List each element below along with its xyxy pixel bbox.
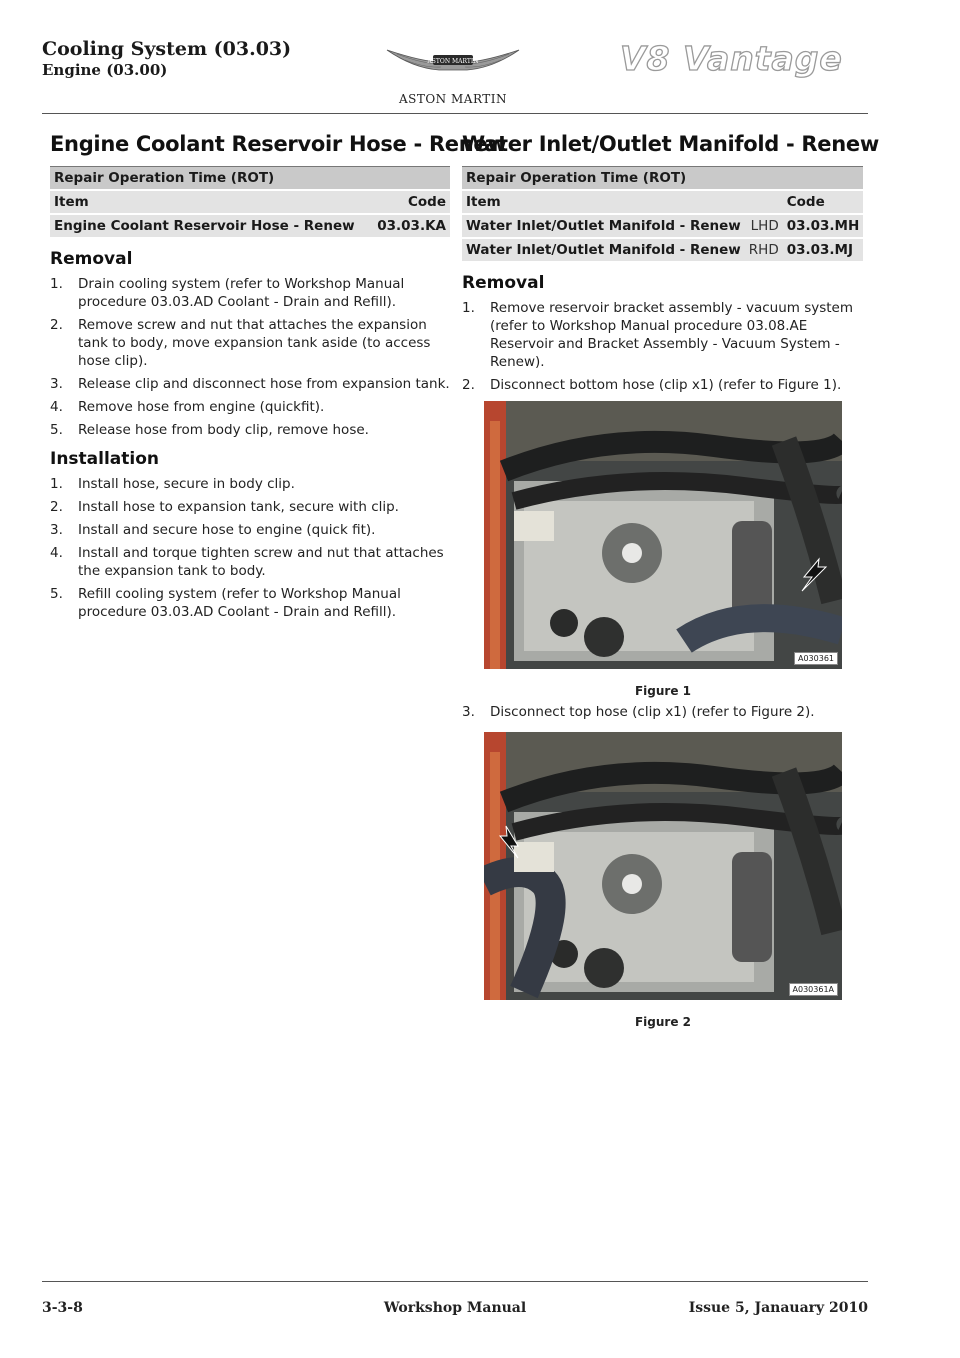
manual-title: Workshop Manual: [383, 1300, 527, 1316]
step-number: 1.: [50, 476, 63, 492]
step-3: [462, 703, 862, 726]
figure-2-photo: [484, 732, 842, 1000]
step-text: Disconnect bottom hose (clip x1) (refer to Figure 1).: [490, 377, 842, 393]
removal-steps: [50, 275, 450, 439]
rot-code: 03.03.MH: [783, 214, 864, 238]
page-number: 3-3-8: [42, 1300, 83, 1316]
rot-title: Repair Operation Time (ROT): [50, 167, 450, 191]
figure-1-caption: Figure 1: [634, 684, 692, 698]
list-item: [50, 475, 450, 493]
step-number: 3.: [50, 376, 63, 392]
rot-code: 03.03.KA: [370, 214, 450, 238]
removal-heading: Removal: [462, 273, 545, 293]
figure-2-caption: Figure 2: [634, 1015, 692, 1029]
removal-steps-continued: [462, 703, 862, 721]
right-rot-table: [462, 166, 863, 263]
left-rot-table: [50, 166, 450, 239]
step-text: Drain cooling system (refer to Workshop Manual procedure 03.03.AD Coolant - Drain and Refill).: [78, 276, 405, 310]
step-number: 3.: [50, 522, 63, 538]
figure-1-photo: [484, 401, 842, 669]
logo-badge-text: ASTON MARTIN: [427, 58, 479, 65]
step-number: 5.: [50, 422, 63, 438]
v8-vantage-brand: [620, 30, 870, 80]
step-number: 2.: [50, 499, 63, 515]
step-text: Refill cooling system (refer to Workshop Manual procedure 03.03.AD Coolant - Drain and Refill).: [78, 586, 401, 620]
step-text: Install and torque tighten screw and nut that attaches the expansion tank to body.: [78, 545, 444, 579]
table-row: [462, 214, 863, 238]
step-text: Remove hose from engine (quickfit).: [78, 399, 325, 415]
list-item: [462, 299, 862, 371]
step-number: 2.: [462, 377, 475, 393]
step-text: Release clip and disconnect hose from expansion tank.: [78, 376, 450, 392]
step-text: Disconnect top hose (clip x1) (refer to Figure 2).: [490, 704, 815, 720]
step-number: 1.: [462, 300, 475, 316]
step-text: Install and secure hose to engine (quick fit).: [78, 522, 376, 538]
removal-steps: [462, 299, 862, 394]
rot-col-item: Item: [50, 190, 370, 214]
rot-col-item: Item: [462, 190, 783, 214]
step-text: Release hose from body clip, remove hose.: [78, 422, 369, 438]
list-item: [50, 398, 450, 416]
section-subtitle: Engine (03.00): [42, 61, 168, 79]
figure-1-code: A030361: [794, 652, 838, 665]
left-heading: Engine Coolant Reservoir Hose - Renew: [50, 132, 507, 156]
list-item: [462, 376, 862, 394]
installation-steps: [50, 475, 450, 621]
rot-col-code: Code: [370, 190, 450, 214]
list-item: [50, 316, 450, 370]
step-text: Remove reservoir bracket assembly - vacuum system (refer to Workshop Manual procedure 03.08.AE Reservoir and Bracket Assembly - Vacuum System - Renew).: [490, 300, 854, 370]
wings-icon: [383, 40, 523, 90]
rot-col-code: Code: [783, 190, 864, 214]
step-number: 3.: [462, 704, 475, 720]
rot-side: LHD: [745, 214, 783, 238]
step-number: 4.: [50, 399, 63, 415]
list-item: [50, 421, 450, 439]
removal-heading: Removal: [50, 249, 133, 269]
step-text: Install hose to expansion tank, secure with clip.: [78, 499, 399, 515]
rot-item: Engine Coolant Reservoir Hose - Renew: [50, 214, 370, 238]
list-item: [50, 585, 450, 621]
step-number: 4.: [50, 545, 63, 561]
footer-rule: [42, 1281, 868, 1282]
step-text: Remove screw and nut that attaches the expansion tank to body, move expansion tank aside (to access hose clip).: [78, 317, 431, 369]
rot-title: Repair Operation Time (ROT): [462, 167, 863, 191]
list-item: [50, 544, 450, 580]
step-number: 5.: [50, 586, 63, 602]
brand-text: V8 Vantage: [620, 39, 843, 78]
list-item: [462, 703, 862, 721]
figure-2-code: A030361A: [789, 983, 838, 996]
table-row: [462, 238, 863, 262]
aston-martin-logo: [383, 40, 523, 110]
list-item: [50, 375, 450, 393]
table-row: [50, 214, 450, 238]
list-item: [50, 275, 450, 311]
header-block: [42, 38, 291, 80]
list-item: [50, 521, 450, 539]
step-text: Install hose, secure in body clip.: [78, 476, 295, 492]
installation-heading: Installation: [50, 449, 160, 469]
rot-item: Water Inlet/Outlet Manifold - Renew: [462, 214, 745, 238]
right-column: [462, 132, 879, 399]
rot-item: Water Inlet/Outlet Manifold - Renew: [462, 238, 745, 262]
header-rule: [42, 113, 868, 114]
rot-side: RHD: [745, 238, 783, 262]
list-item: [50, 498, 450, 516]
left-column: [50, 132, 507, 626]
right-heading: Water Inlet/Outlet Manifold - Renew: [462, 132, 879, 156]
rot-code: 03.03.MJ: [783, 238, 864, 262]
step-number: 1.: [50, 276, 63, 292]
step-number: 2.: [50, 317, 63, 333]
logo-wordmark: ASTON MARTIN: [398, 92, 508, 106]
section-title: Cooling System (03.03): [42, 38, 292, 60]
issue-date: Issue 5, Janauary 2010: [688, 1300, 868, 1316]
